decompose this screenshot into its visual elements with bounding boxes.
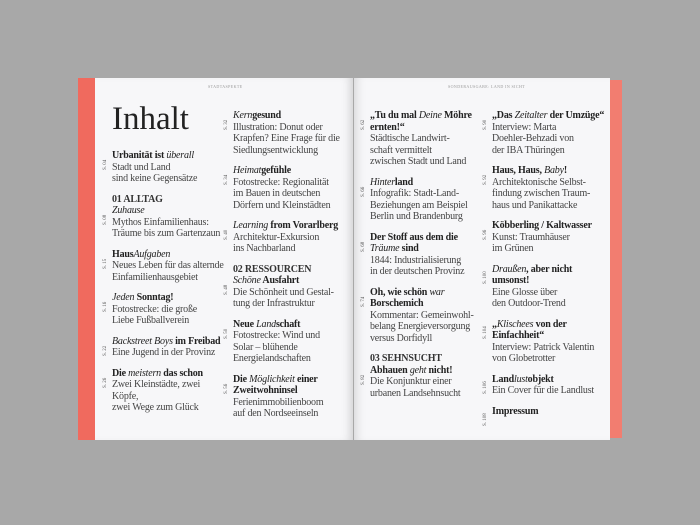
entry-description: haus und Panikattacke — [492, 199, 578, 211]
title-part: überall — [166, 150, 194, 161]
entry-description: Interview: Patrick Valentin — [492, 341, 595, 353]
entry-title — [370, 287, 486, 310]
entry-title — [112, 368, 228, 380]
page-number: S. 50 — [224, 328, 229, 339]
entry-description: ins Nachbarland — [233, 243, 296, 254]
entry-title — [233, 319, 349, 331]
page-number: S. 56 — [224, 383, 229, 394]
page-number: S. 32 — [224, 119, 229, 130]
entry-title — [492, 165, 608, 177]
title-part: „ — [492, 318, 497, 330]
title-part: Heimat — [233, 165, 262, 176]
title-part: Sonntag! — [134, 292, 174, 303]
entry-description: Liebe Fußballverein — [112, 315, 190, 326]
entry-description: von Globetrotter — [492, 353, 556, 364]
entry-title — [492, 264, 608, 287]
entry-title — [112, 150, 228, 162]
running-head-left: STADTASPEKTE — [208, 84, 243, 89]
title-part: Jeden — [112, 292, 135, 303]
title-part: „Das — [492, 110, 515, 121]
section-heading: 03 SEHNSUCHT — [370, 353, 442, 364]
entry-description: Fotostrecke: Wind und — [233, 330, 320, 341]
title-part: Deine — [418, 110, 442, 121]
entry-title — [233, 374, 349, 397]
entry-description: Berlin und Brandenburg — [370, 211, 463, 222]
entry-description: Eine Glosse über — [492, 286, 558, 298]
entry-description: der IBA Thüringen — [492, 144, 565, 156]
entry-description: Die Schönheit und Gestal- — [233, 286, 334, 298]
entry-description: Solar – blühende — [233, 341, 298, 353]
page-number: S. 48 — [224, 284, 229, 295]
toc-entry — [224, 110, 349, 156]
entry-description: Architektur-Exkursion — [233, 231, 320, 243]
title-part: Urbanität ist — [112, 150, 167, 161]
entry-description: Mythos Einfamilienhaus: — [112, 216, 209, 228]
entry-description: 1844: Industrialisierung — [370, 254, 462, 266]
title-part: Die — [233, 373, 250, 385]
entry-description: Eine Jugend in der Provinz — [112, 347, 216, 358]
title-part: , aber nicht umsonst! — [492, 263, 573, 286]
toc-entry — [224, 263, 349, 310]
toc-column-3 — [361, 110, 486, 399]
toc-entry — [103, 150, 228, 185]
page-number: S. 22 — [103, 345, 108, 356]
title-part: war — [429, 286, 445, 298]
page-number: S. 90 — [483, 119, 488, 130]
toc-entry — [224, 165, 349, 211]
toc-entry — [361, 286, 486, 345]
title-part: Der Stoff aus dem die — [370, 231, 458, 243]
title-part: Möhre ernten!“ — [370, 110, 472, 133]
entry-description: Kommentar: Gemeinwohl- — [370, 309, 474, 321]
title-part: Abhauen — [370, 364, 410, 376]
toc-entry — [483, 318, 608, 365]
title-part: von der Einfachheit“ — [492, 318, 567, 341]
title-part: gesund — [252, 110, 282, 121]
page-number: S. 15 — [103, 258, 108, 269]
entry-description: Energielandschaften — [233, 353, 311, 364]
title-part: Aufgaben — [133, 248, 171, 260]
entry-description: Beziehungen am Beispiel — [370, 199, 468, 211]
entry-description: Illustration: Donut oder — [233, 121, 323, 133]
page-number: S. 26 — [103, 377, 108, 388]
toc-column-1 — [103, 150, 228, 414]
entry-description: Siedlungsentwicklung — [233, 144, 318, 156]
entry-description: Zwei Kleinstädte, zwei Köpfe, — [112, 379, 201, 402]
title-part: meistern — [128, 367, 161, 379]
entry-description: Träume bis zum Gartenzaun — [112, 228, 221, 239]
title-part: Impressum — [492, 405, 539, 417]
entry-description: Ein Cover für die Landlust — [492, 385, 594, 396]
title-part: Draußen — [492, 263, 527, 275]
entry-title — [112, 292, 228, 304]
section-heading: 02 RESSOURCEN — [233, 263, 312, 275]
toc-entry — [483, 373, 608, 397]
title-part: gefühle — [261, 165, 291, 176]
entry-description: Neues Leben für das alternde — [112, 260, 224, 271]
page-number: S. 106 — [483, 380, 488, 394]
title-part: land — [394, 176, 414, 188]
toc-entry — [103, 292, 228, 327]
toc-entry — [103, 335, 228, 359]
title-part: Die — [112, 367, 129, 379]
page-number: S. 04 — [103, 159, 108, 170]
title-part: Haus — [112, 248, 134, 260]
entry-description: belang Energieversorgung — [370, 321, 471, 332]
entry-description: Infografik: Stadt-Land- — [370, 188, 459, 199]
entry-description: urbanen Landsehnsucht — [370, 387, 461, 399]
title-part: einer Zweitwohninsel — [233, 373, 318, 396]
entry-description: Interview: Marta — [492, 121, 557, 133]
entry-description: Die Konjunktur einer — [370, 376, 452, 387]
entry-description: den Outdoor-Trend — [492, 298, 566, 309]
title-part: sind — [399, 243, 419, 254]
entry-title — [492, 319, 608, 342]
toc-entry — [224, 220, 349, 255]
toc-entry — [224, 318, 349, 365]
toc-entry — [361, 110, 486, 168]
title-part: Neue — [233, 318, 257, 330]
entry-description: versus Dorfidyll — [370, 332, 433, 344]
entry-description: Kunst: Traumhäuser — [492, 231, 570, 243]
entry-title — [492, 374, 608, 386]
entry-title — [233, 275, 349, 287]
page-number: S. 100 — [483, 270, 488, 284]
title-part: Land — [492, 373, 514, 385]
page-number: S. 62 — [361, 119, 366, 130]
entry-description: tung der Infrastruktur — [233, 298, 315, 309]
entry-title — [112, 336, 228, 348]
title-part: Haus, Haus, — [492, 165, 545, 176]
page-number: S. 74 — [361, 296, 366, 307]
page-number: S. 104 — [483, 325, 488, 339]
entry-description: im Grünen — [492, 243, 534, 254]
toc-entry — [103, 248, 228, 284]
title-part: nicht! — [426, 364, 453, 376]
entry-description: Architektonische Selbst- — [492, 176, 586, 188]
title-part: Möglichkeit — [249, 373, 295, 385]
title-part: Backstreet Boys — [112, 335, 173, 347]
entry-description: sind keine Gegensätze — [112, 173, 198, 184]
entry-description: auf den Nordseeinseln — [233, 408, 319, 419]
entry-description: zwei Wege zum Glück — [112, 402, 199, 413]
title-part: lust — [514, 373, 528, 385]
entry-description: im Bauen in deutschen — [233, 188, 321, 199]
toc-entry — [103, 367, 228, 414]
title-part: Kern — [233, 110, 253, 121]
title-part: Klischees — [496, 318, 534, 330]
page-number: S. 108 — [483, 412, 488, 426]
title-part: Land — [256, 318, 276, 330]
page-number: S. 68 — [361, 241, 366, 252]
entry-title — [233, 110, 349, 122]
entry-description: Fotostrecke: Regionalität — [233, 176, 329, 188]
title-part: Baby — [544, 165, 564, 176]
page-number: S. 08 — [103, 214, 108, 225]
entry-description: Ferienimmobilienboom — [233, 396, 324, 408]
toc-entry — [224, 373, 349, 420]
page-number: S. 66 — [361, 186, 366, 197]
page-number: S. 34 — [224, 174, 229, 185]
title-part: Ausfahrt — [260, 275, 300, 286]
entry-title — [233, 165, 349, 177]
entry-description: Städtische Landwirt- — [370, 133, 450, 144]
toc-entry — [483, 405, 608, 426]
entry-description: in der deutschen Provinz — [370, 266, 465, 277]
title-part: Borschemich — [370, 298, 424, 309]
magazine-cover-edge-right — [608, 80, 622, 438]
entry-description: Stadt und Land — [112, 161, 171, 173]
entry-description: Doehler-Behzadi von — [492, 133, 574, 144]
toc-entry — [483, 110, 608, 156]
title-part: das schon — [160, 367, 203, 379]
toc-column-4 — [483, 110, 608, 426]
toc-column-2 — [224, 110, 349, 420]
page-number: S. 92 — [483, 174, 488, 185]
entry-title — [492, 110, 608, 122]
page-number: S. 96 — [483, 229, 488, 240]
title-part: Hinter — [370, 176, 395, 188]
entry-title — [233, 220, 349, 232]
toc-entry — [103, 193, 228, 240]
page-number: S. 40 — [224, 229, 229, 240]
title-part: ! — [563, 165, 567, 176]
toc-entry — [483, 165, 608, 211]
entry-description: Krapfen? Eine Frage für die — [233, 133, 340, 144]
entry-description: schaft vermittelt — [370, 144, 432, 156]
title-part: geht — [409, 364, 427, 376]
title-part: objekt — [527, 373, 554, 385]
title-part: Köbberling / Kaltwasser — [492, 220, 592, 231]
title-part: Schöne — [233, 275, 261, 286]
entry-title — [112, 205, 228, 217]
title-part: Träume — [370, 243, 400, 254]
entry-description: findung zwischen Traum- — [492, 188, 591, 199]
entry-description: Einfamilienhausgebiet — [112, 271, 198, 283]
entry-description: zwischen Stadt und Land — [370, 156, 467, 167]
entry-title — [370, 110, 486, 133]
entry-description: Dörfern und Kleinstädten — [233, 199, 331, 211]
entry-title — [112, 249, 228, 261]
toc-entry — [483, 220, 608, 255]
title-part: Zuhause — [112, 205, 145, 216]
title-part: Oh, wie schön — [370, 286, 430, 298]
page-number: S. 16 — [103, 301, 108, 312]
entry-title — [370, 365, 486, 377]
entry-description: Fotostrecke: die große — [112, 303, 198, 315]
entry-title — [492, 220, 608, 232]
page-title: Inhalt — [112, 101, 189, 137]
title-part: Zeitalter — [514, 110, 548, 121]
title-part: im Freibad — [172, 335, 221, 347]
toc-entry — [483, 263, 608, 310]
title-part: from Vorarlberg — [268, 220, 339, 231]
title-part: der Umzüge“ — [547, 110, 605, 121]
title-part: Learning — [233, 220, 269, 231]
title-part: schaft — [275, 318, 301, 330]
section-heading: 01 ALLTAG — [112, 193, 163, 205]
entry-title — [492, 406, 608, 418]
running-head-right: SONDERAUSGABE: LAND IN SICHT — [448, 84, 526, 89]
title-part: „Tu du mal — [370, 110, 419, 121]
toc-entry — [361, 353, 486, 399]
page-number: S. 82 — [361, 374, 366, 385]
